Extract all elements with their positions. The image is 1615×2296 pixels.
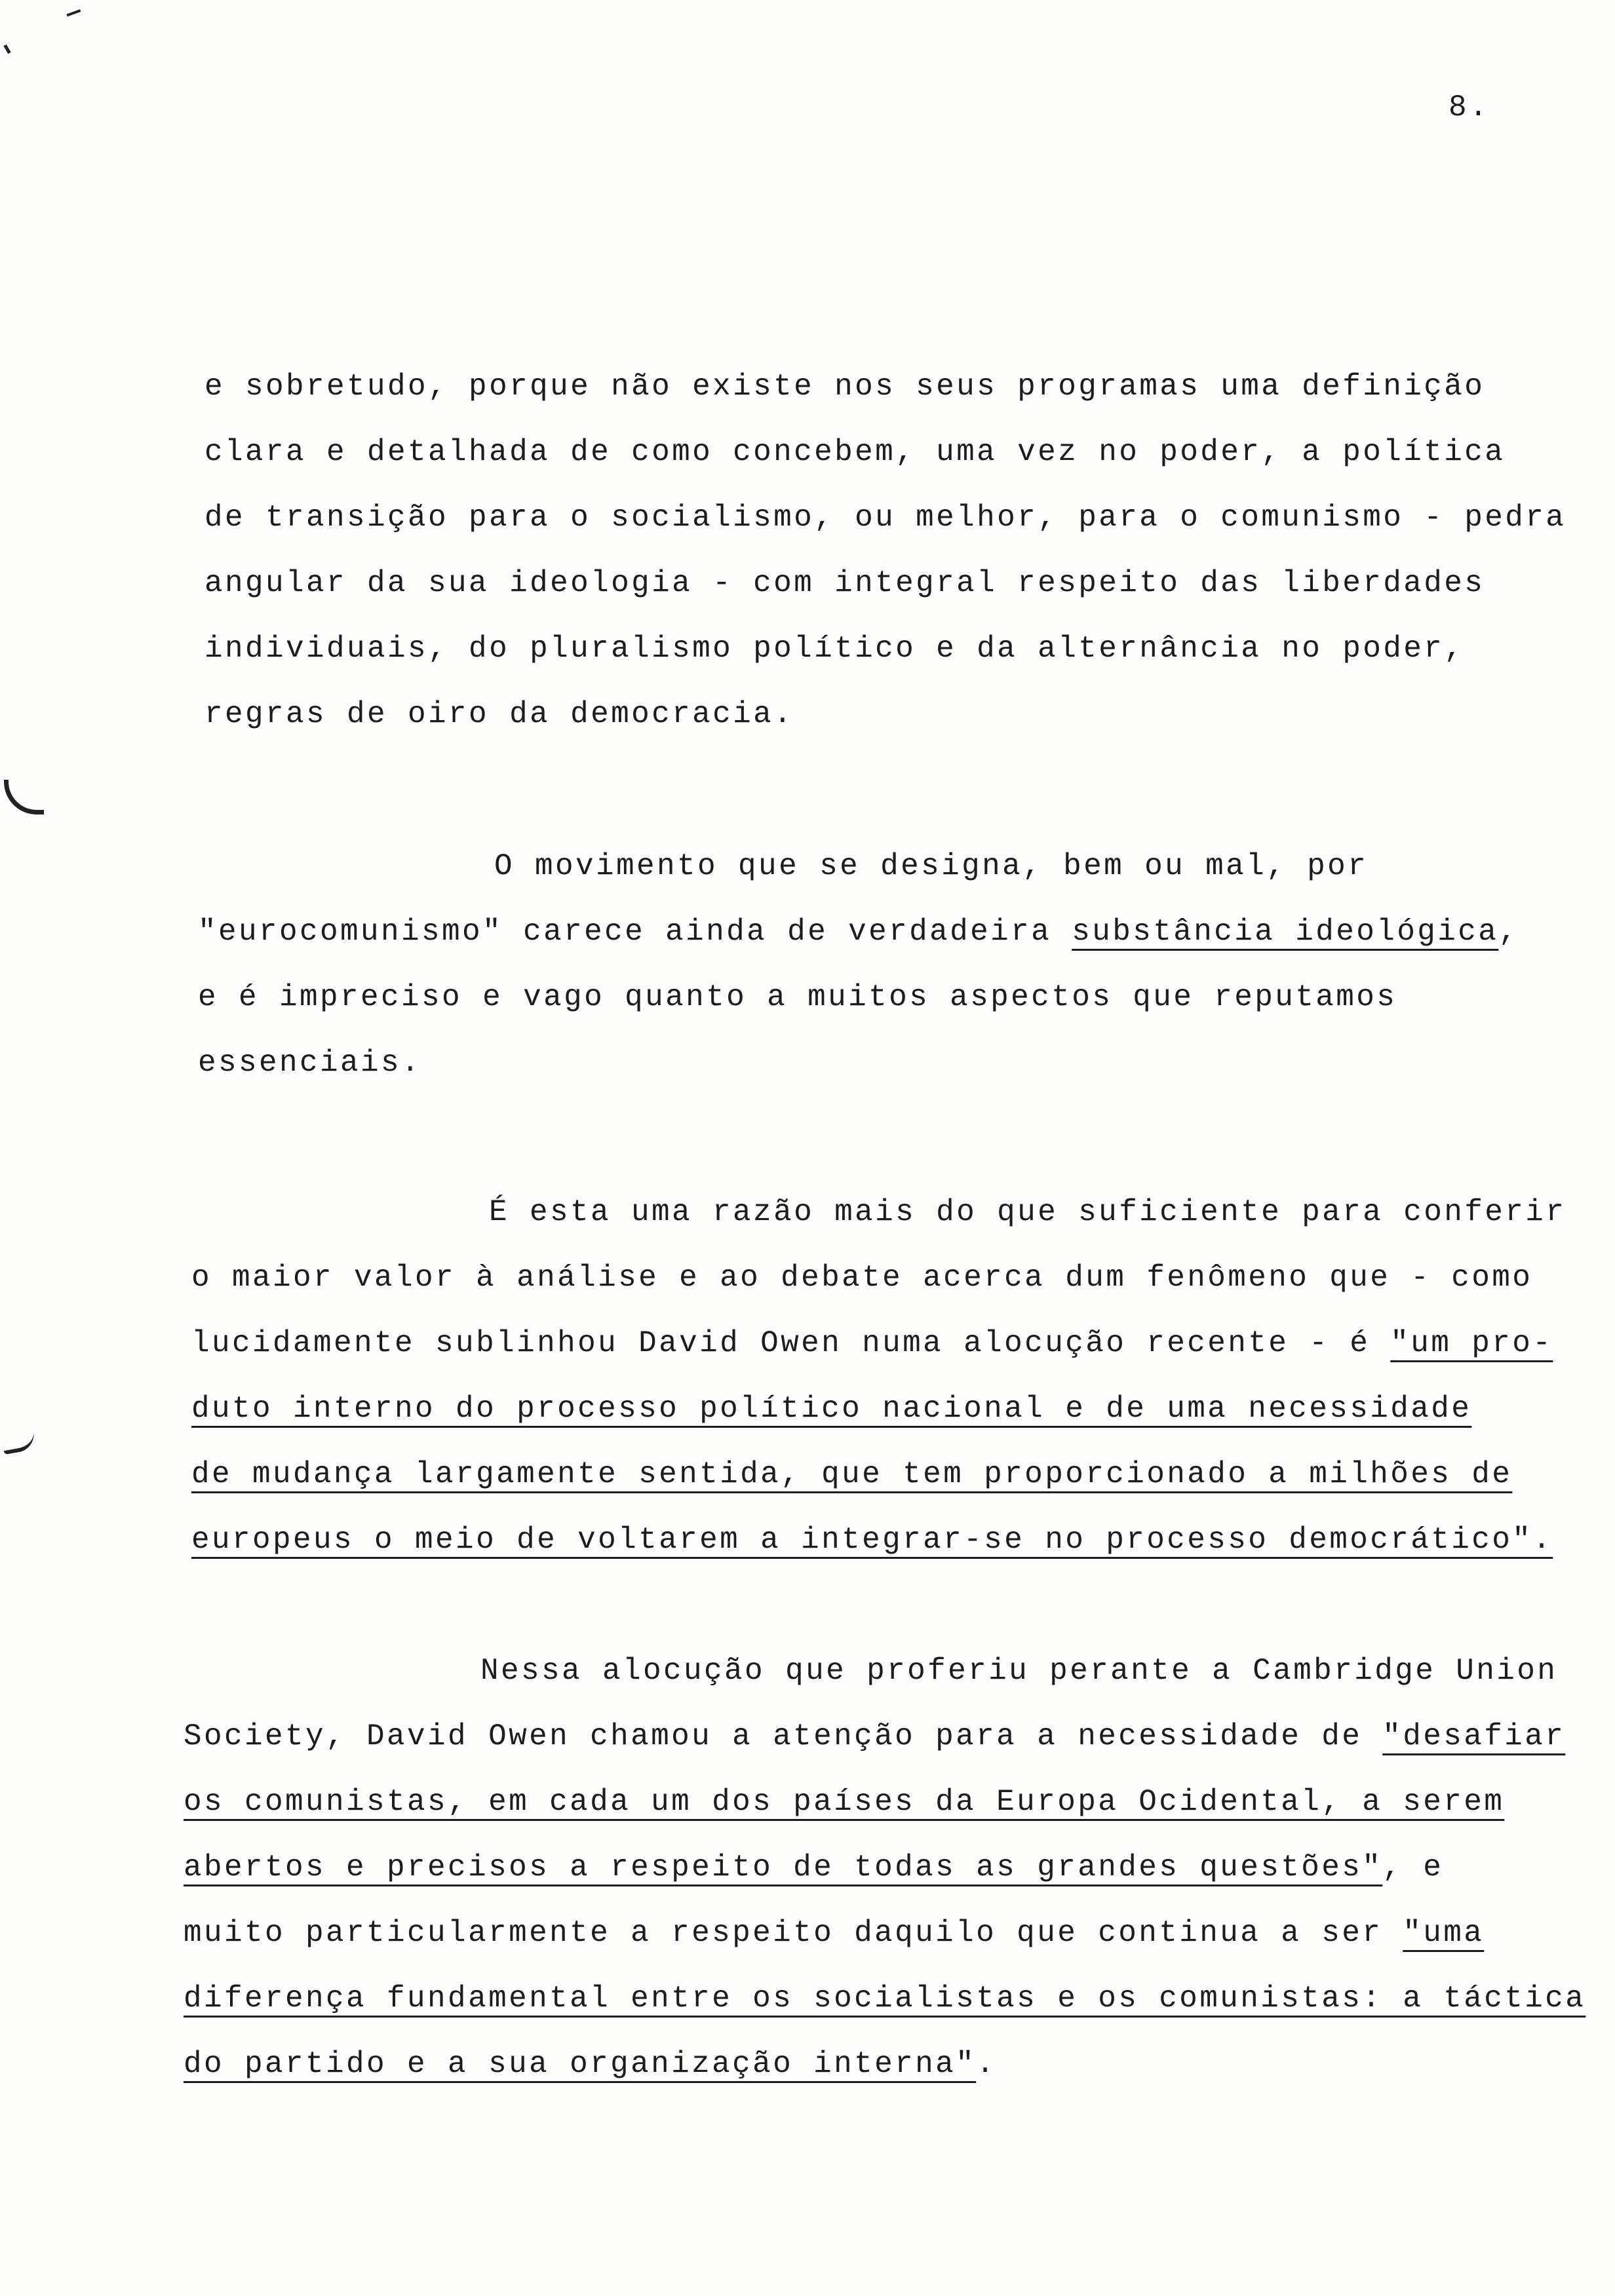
underlined-quote: do partido e a sua organização interna" <box>184 2047 977 2081</box>
paragraph-2 <box>198 833 1519 1096</box>
text-line <box>191 1376 1566 1442</box>
text-line <box>184 1900 1586 1966</box>
text-segment: clara e detalhada de como concebem, uma vez no poder, a política <box>204 435 1506 469</box>
paragraph-1 <box>204 354 1566 747</box>
text-segment: angular da sua ideologia - com integral respeito das liberdades <box>204 566 1485 600</box>
paragraph-4 <box>184 1638 1586 2097</box>
text-line <box>191 1245 1566 1311</box>
underlined-quote: "uma <box>1403 1916 1485 1950</box>
text-segment: o maior valor à análise e ao debate acerca dum fenômeno que - como <box>191 1261 1533 1295</box>
text-segment: É esta uma razão mais do que suficiente para conferir <box>489 1195 1566 1229</box>
text-line <box>204 550 1566 616</box>
text-line <box>191 1179 1566 1245</box>
text-line <box>198 833 1519 899</box>
underlined-quote: duto interno do processo político nacional e de uma necessidade <box>191 1392 1472 1426</box>
underlined-quote: abertos e precisos a respeito de todas as grandes questões" <box>184 1850 1383 1885</box>
text-segment: lucidamente sublinhou David Owen numa alocução recente - é <box>191 1326 1391 1360</box>
text-segment: Society, David Owen chamou a atenção para a necessidade de <box>184 1719 1383 1753</box>
text-segment: essenciais. <box>198 1046 422 1080</box>
scan-mark <box>3 42 15 54</box>
underlined-quote: substância ideológica <box>1072 915 1499 949</box>
text-segment: e é impreciso e vago quanto a muitos aspectos que reputamos <box>198 980 1397 1014</box>
text-segment: , <box>1498 915 1519 949</box>
text-line <box>184 1638 1586 1704</box>
text-line <box>198 899 1519 965</box>
underlined-quote: de mudança largamente sentida, que tem proporcionado a milhões de <box>191 1457 1513 1491</box>
underlined-quote: "desafiar <box>1382 1719 1566 1753</box>
text-line <box>204 354 1566 419</box>
text-line <box>204 681 1566 747</box>
text-line <box>191 1442 1566 1507</box>
text-segment: muito particularmente a respeito daquilo que continua a ser <box>184 1916 1403 1950</box>
text-line <box>198 1030 1519 1096</box>
text-line <box>204 616 1566 681</box>
text-line <box>204 419 1566 485</box>
text-line <box>184 1769 1586 1835</box>
text-line <box>184 1704 1586 1769</box>
page-number: 8. <box>1449 90 1490 124</box>
paragraph-3 <box>191 1179 1566 1573</box>
text-line <box>184 1966 1586 2031</box>
underlined-quote: "um pro- <box>1390 1326 1553 1360</box>
text-segment: individuais, do pluralismo político e da alternância no poder, <box>204 632 1465 666</box>
scan-mark <box>4 780 44 814</box>
scan-mark <box>65 5 81 17</box>
text-line <box>204 485 1566 550</box>
text-segment: O movimento que se designa, bem ou mal, por <box>494 849 1369 883</box>
text-segment: de transição para o socialismo, ou melhor, para o comunismo - pedra <box>204 501 1566 535</box>
underlined-quote: europeus o meio de voltarem a integrar-se no processo democrático". <box>191 1523 1553 1557</box>
text-line <box>191 1507 1566 1573</box>
text-segment: . <box>976 2047 997 2081</box>
underlined-quote: diferença fundamental entre os socialistas e os comunistas: a táctica <box>184 1981 1586 2016</box>
text-segment: "eurocomunismo" carece ainda de verdadeira <box>198 915 1072 949</box>
text-segment: Nessa alocução que proferiu perante a Cambridge Union <box>480 1654 1558 1688</box>
text-line <box>198 965 1519 1030</box>
text-segment: regras de oiro da democracia. <box>204 697 794 731</box>
text-segment: , e <box>1382 1850 1444 1885</box>
text-line <box>191 1311 1566 1376</box>
underlined-quote: os comunistas, em cada um dos países da Europa Ocidental, a serem <box>184 1785 1505 1819</box>
text-line <box>184 1835 1586 1900</box>
text-segment: e sobretudo, porque não existe nos seus programas uma definição <box>204 370 1485 404</box>
scan-mark <box>1 1431 37 1455</box>
text-line <box>184 2031 1586 2097</box>
